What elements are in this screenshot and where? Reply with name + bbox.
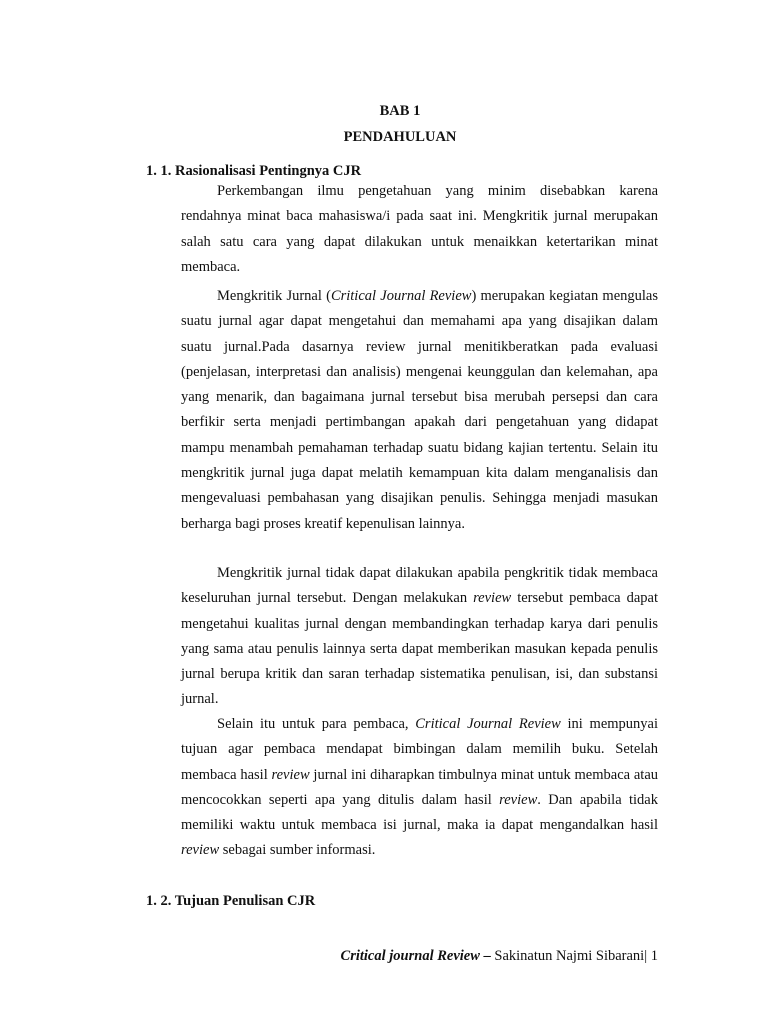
italic-term: review [473, 590, 512, 607]
paragraph-text: Mengkritik Jurnal ( [217, 288, 331, 304]
paragraph-text: ) merupakan kegiatan mengulas suatu jurnal agar dapat mengetahui dan memahami apa yang disajikan dalam suatu jurnal.Pada dasarnya review jurnal menitikberatkan pada evaluasi (penjelasan, interpretasi dan analisis) mengenai keunggulan dan kelemahan, apa yang menarik, dan bagaimana jurnal tersebut bisa merubah persepsi dan cara berfikir serta menjadi pertimbangan apakah dari pengetahuan yang didapat mampu menambah pemahaman terhadap suatu bidang kajian tertentu. Selain itu mengkritik jurnal juga dapat melatih kemampuan kita dalam menganalisis dan mengevaluasi pembahasan yang disajikan penulis. Sehingga menjadi masukan berharga bagi proses kreatif kepenulisan lainnya. [181, 288, 659, 532]
chapter-number: BAB 1 [379, 103, 421, 119]
section-heading-2: 1. 2. Tujuan Penulisan CJR [146, 893, 316, 909]
paragraph-text: . Dan apabila tidak memiliki waktu untuk membaca isi jurnal, maka ia dapat mengandalkan hasil [181, 791, 658, 834]
chapter-title: PENDAHULUAN [343, 129, 457, 145]
paragraph-4 [181, 712, 658, 864]
page-number: 1 [650, 948, 658, 964]
footer-title: Critical journal Review [340, 948, 480, 964]
paragraph-3 [181, 561, 658, 713]
paragraph-text: jurnal ini diharapkan timbulnya minat untuk membaca atau mencocokkan seperti apa yang ditulis dalam hasil [181, 766, 659, 808]
italic-term: Critical Journal Review [330, 288, 472, 304]
footer-author: Sakinatun Najmi Sibarani [494, 948, 645, 964]
footer-separator: | [644, 948, 651, 964]
paragraph-text: ini mempunyai tujuan agar pembaca mendapat bimbingan dalam memilih buku. Setelah membaca hasil [181, 716, 658, 783]
section-heading-1: 1. 1. Rasionalisasi Pentingnya CJR [146, 163, 362, 179]
paragraph-text: Selain itu untuk para pembaca, [217, 716, 416, 732]
paragraph-text: Mengkritik jurnal tidak dapat dilakukan apabila pengkritik tidak membaca keseluruhan jurnal tersebut. Dengan melakukan [181, 565, 658, 607]
paragraph-text: sebagai sumber informasi. [219, 842, 376, 859]
italic-term: review [499, 791, 538, 808]
paragraph-2 [181, 284, 658, 537]
italic-term: review [271, 766, 310, 783]
italic-term: Critical Journal Review [415, 716, 561, 732]
footer-dash: – [479, 948, 495, 964]
italic-term: review [181, 842, 220, 859]
page-footer [0, 946, 658, 966]
paragraph-text: tersebut pembaca dapat mengetahui kualitas jurnal dengan membandingkan terhadap karya dari penulis yang sama atau penulis lainnya serta dapat memberikan masukan kepada penulis jurnal berupa kritik dan saran terhadap sistematika penulisan, isi, dan substansi jurnal. [181, 590, 658, 708]
paragraph-text: Perkembangan ilmu pengetahuan yang minim disebabkan karena rendahnya minat baca mahasiswa/i pada saat ini. Mengkritik jurnal merupakan salah satu cara yang dapat dilakukan untuk menaikkan ketertarikan minat membaca. [181, 183, 658, 275]
paragraph-1 [181, 179, 658, 280]
